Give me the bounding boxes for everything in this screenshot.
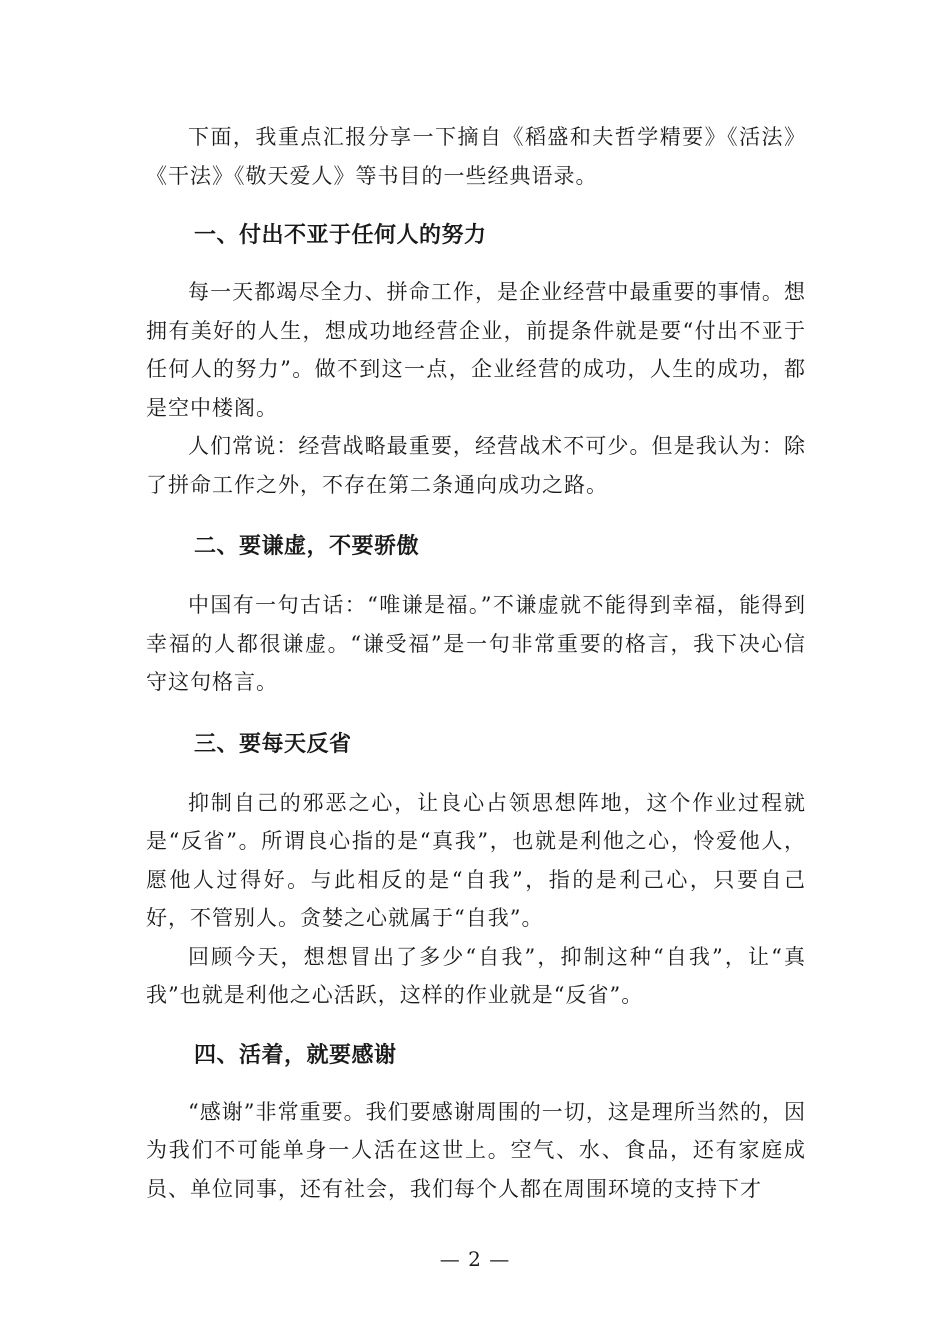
page-number: — 2 — [439, 1247, 511, 1271]
section-heading-1: 一、付出不亚于任何人的努力 [194, 223, 487, 248]
section-heading-3: 三、要每天反省 [194, 731, 352, 757]
section-3-paragraph-1: 抑制自己的邪恶之心，让良心占领思想阵地，这个作业过程就是“反省”。所谓良心指的是“真我”，也就是利他之心，怜爱他人，愿他人过得好。与此相反的是“自我”，指的是利己心，只要自己好，不管别人。贪婪之心就属于“自我”。 [146, 790, 806, 930]
section-3-paragraph-2: 回顾今天，想想冒出了多少“自我”，抑制这种“自我”，让“真我”也就是利他之心活跃，这样的作业就是“反省”。 [146, 944, 806, 1007]
section-heading-2: 二、要谦虚，不要骄傲 [194, 534, 420, 559]
intro-paragraph: 下面，我重点汇报分享一下摘自《稻盛和夫哲学精要》《活法》《干法》《敬天爱人》等书目的一些经典语录。 [146, 125, 806, 188]
section-1-paragraph-2: 人们常说：经营战略最重要，经营战术不可少。但是我认为：除了拼命工作之外，不存在第二条通向成功之路。 [146, 434, 806, 497]
section-4-paragraph-1: “感谢”非常重要。我们要感谢周围的一切，这是理所当然的，因为我们不可能单身一人活在这世上。空气、水、食品，还有家庭成员、单位同事，还有社会，我们每个人都在周围环境的支持下才 [146, 1099, 806, 1201]
section-heading-4: 四、活着，就要感谢 [194, 1042, 397, 1068]
section-2-paragraph-1: 中国有一句古话：“唯谦是福。”不谦虚就不能得到幸福，能得到幸福的人都很谦虚。“谦受福”是一句非常重要的格言，我下决心信守这句格言。 [146, 593, 806, 694]
section-1-paragraph-1: 每一天都竭尽全力、拼命工作，是企业经营中最重要的事情。想拥有美好的人生，想成功地经营企业，前提条件就是要“付出不亚于任何人的努力”。做不到这一点，企业经营的成功，人生的成功，都是空中楼阁。 [146, 280, 806, 420]
document-body [146, 118, 806, 1208]
